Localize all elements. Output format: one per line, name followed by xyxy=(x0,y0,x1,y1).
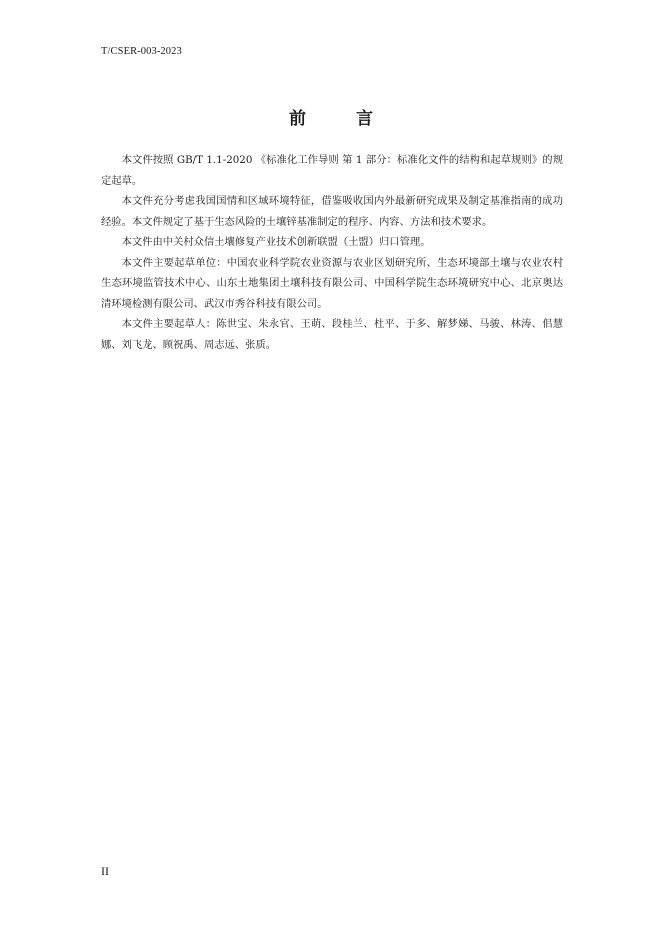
paragraph-administration: 本文件由中关村众信土壤修复产业技术创新联盟（土盟）归口管理。 xyxy=(121,236,431,248)
paragraph-drafting-units: 本文件主要起草单位：中国农业科学院农业资源与农业区划研究所、生态环境部土壤与农业农村生态环境监管技术中心、山东土地集团土壤科技有限公司、中国科学院生态环境研究中心、北京奥达清环境检测有限公司、武汉市秀谷科技有限公司。 xyxy=(101,256,563,310)
paragraph-scope: 本文件充分考虑我国国情和区域环境特征，借鉴吸收国内外最新研究成果及制定基准指南的成功经验。本文件规定了基于生态风险的土壤锌基准制定的程序、内容、方法和技术要求。 xyxy=(101,195,563,228)
document-code: T/CSER-003-2023 xyxy=(101,46,182,57)
paragraph-drafting-rules: 本文件按照 GB/T 1.1-2020 《标准化工作导则 第 1 部分：标准化文件的结构和起草规则》的规定起草。 xyxy=(101,154,563,187)
paragraph-drafters: 本文件主要起草人：陈世宝、朱永官、王萌、段桂兰、杜平、于多、解梦娣、马骏、林涛、佀慧娜、刘飞龙、顾祝禹、周志远、张质。 xyxy=(101,318,563,351)
page-number: II xyxy=(101,864,109,878)
page-title: 前 言 xyxy=(289,109,395,129)
foreword-body xyxy=(101,150,563,355)
